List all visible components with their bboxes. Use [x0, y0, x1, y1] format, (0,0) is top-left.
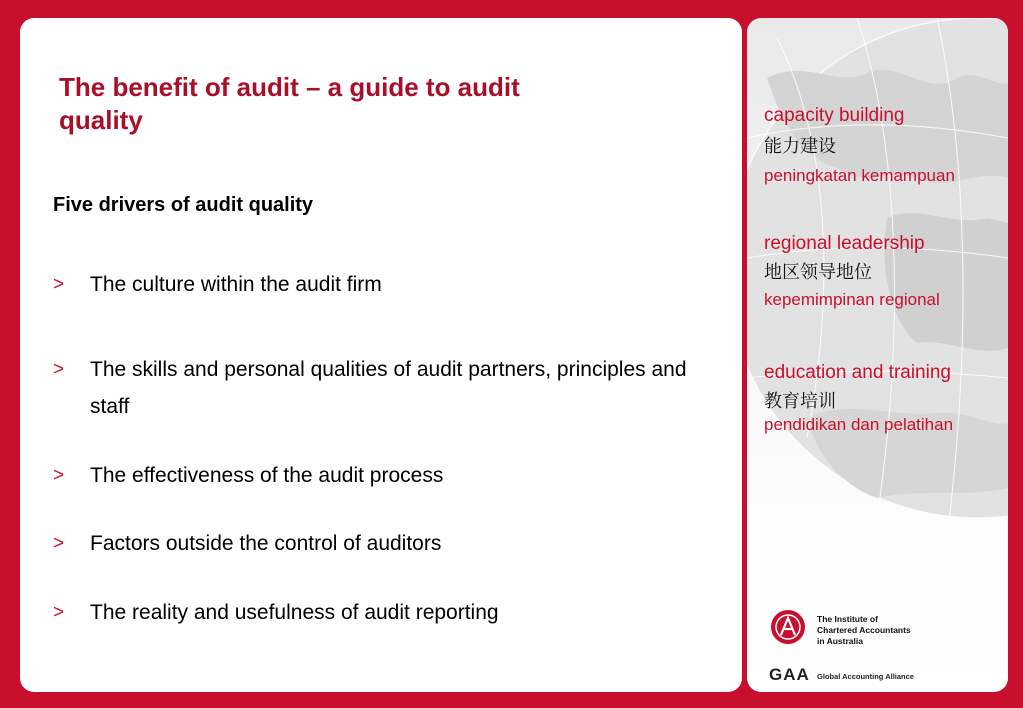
tag-regional-leadership-en: regional leadership	[764, 233, 925, 254]
list-item-text: The reality and usefulness of audit reporting	[90, 601, 499, 624]
tag-education-training-id: pendidikan dan pelatihan	[764, 415, 954, 434]
institute-line: The Institute of	[817, 614, 878, 624]
bullet-marker: >	[53, 359, 65, 380]
slide-subtitle: Five drivers of audit quality	[53, 194, 314, 216]
tag-regional-leadership-id: kepemimpinan regional	[764, 290, 940, 309]
icaa-logo-icon	[769, 608, 807, 646]
bullet-marker: >	[53, 465, 65, 486]
brand-sidebar	[747, 18, 1008, 692]
tag-education-training-zh: 教育培训	[764, 391, 836, 411]
tag-capacity-building-en: capacity building	[764, 105, 905, 126]
tag-capacity-building-id: peningkatan kemampuan	[764, 166, 955, 185]
institute-line: Chartered Accountants	[817, 625, 911, 635]
list-item-text: The culture within the audit firm	[90, 273, 382, 296]
slide-title: The benefit of audit – a guide to audit quality	[59, 72, 520, 135]
list-item-text: Factors outside the control of auditors	[90, 532, 442, 555]
tag-capacity-building-zh: 能力建设	[764, 136, 836, 156]
bullet-marker: >	[53, 274, 65, 295]
tag-regional-leadership-zh: 地区领导地位	[764, 262, 872, 282]
bullet-marker: >	[53, 602, 65, 623]
list-item-text: The skills and personal qualities of audit partners, principles and staff	[90, 358, 687, 418]
gaa-name: Global Accounting Alliance	[817, 672, 914, 681]
gaa-logo: GAA	[769, 665, 810, 684]
slide-content-panel	[20, 18, 742, 692]
tag-education-training-en: education and training	[764, 362, 951, 383]
institute-line: in Australia	[817, 636, 863, 646]
institute-name	[817, 614, 957, 647]
bullet-marker: >	[53, 533, 65, 554]
list-item-text: The effectiveness of the audit process	[90, 464, 444, 487]
